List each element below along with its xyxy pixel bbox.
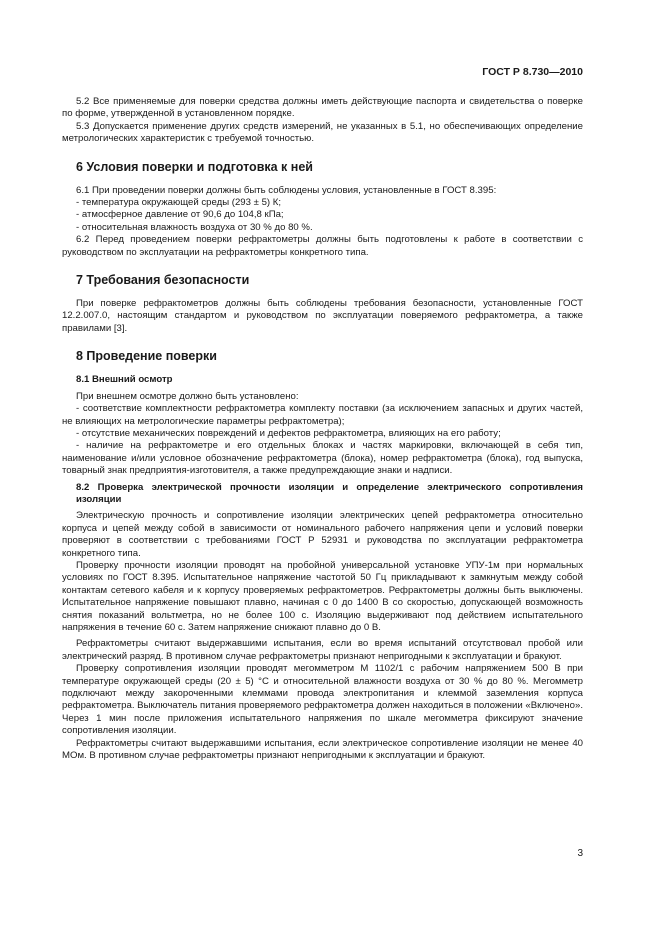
paragraph-8-2: Проверку прочности изоляции проводят на пробойной универсальной установке УПУ-1м при нормальных условиях по ГОСТ 8.395. Испытательное напряжение частотой 50 Гц прикладывают к замкнутым между собой контактам сетевого кабеля и к корпусу проверяемых рефрактометров. Рефрактометры должны быть выключены. Испытательное напряжение повышают плавно, начиная с 0 до 1400 В со скоростью, допускающей возможность снятия показаний вольтметра, но не более 100 с. Изоляцию выдерживают под действием испытательного напряжения в течение 60 с. Затем напряжение снижают плавно до 0 В. <box>62 559 583 633</box>
paragraph-8-2: Рефрактометры считают выдержавшими испытания, если во время испытаний отсутствовал пробой или электрический разряд. В противном случае рефрактометры признают непригодными к эксплуатации и бракуют. <box>62 638 583 662</box>
paragraph-8-2: Проверку сопротивления изоляции проводят мегомметром М 1102/1 с рабочим напряжением 500 В при температуре окружающей среды (20 ± 5) °С и относительной влажности воздуха от 30 % до 80 %. Мегомметр подключают между закороченными клеммами провода электропитания и клеммой заземления корпуса рефрактометра. Выключатель питания проверяемого рефрактометра должен находиться в положении «Включено». Через 1 мин после приложения испытательного напряжения по шкале мегомметра фиксируют значение сопротивления изоляции. <box>62 663 583 737</box>
page-number: 3 <box>577 848 583 859</box>
list-item: - относительная влажность воздуха от 30 % до 80 %. <box>76 221 313 233</box>
section-7-title: 7 Требования безопасности <box>76 273 250 288</box>
subsection-8-1-title: 8.1 Внешний осмотр <box>76 374 173 386</box>
paragraph-8-2: Электрическую прочность и сопротивление изоляции электрических цепей рефрактометра относительно корпуса и цепей между собой в зависимости от номинального рабочего напряжения цепи и условий поверки проверяют в соответствии с требованиями ГОСТ Р 52931 и руководства по эксплуатации рефрактометра конкретного типа. <box>62 510 583 559</box>
list-item: - атмосферное давление от 90,6 до 104,8 кПа; <box>76 209 284 221</box>
list-item: - отсутствие механических повреждений и дефектов рефрактометра, влияющих на его работу; <box>76 427 501 439</box>
paragraph-5-3: 5.3 Допускается применение других средств измерений, не указанных в 5.1, но обеспечивающих определение метрологических характеристик с требуемой точностью. <box>62 120 583 145</box>
section-8-title: 8 Проведение поверки <box>76 349 217 364</box>
list-item: - соответствие комплектности рефрактометра комплекту поставки (за исключением запасных и других частей, не влияющих на метрологические параметры рефрактометра); <box>62 403 583 427</box>
document-code: ГОСТ Р 8.730—2010 <box>482 66 583 78</box>
paragraph-8-1-intro: При внешнем осмотре должно быть установлено: <box>76 390 299 402</box>
paragraph-6-2: 6.2 Перед проведением поверки рефрактометры должны быть подготовлены к работе в соответствии с руководством по эксплуатации на рефрактометры конкретного типа. <box>62 234 583 258</box>
paragraph-6-1: 6.1 При проведении поверки должны быть соблюдены условия, установленные в ГОСТ 8.395: <box>76 184 497 196</box>
list-item: - температура окружающей среды (293 ± 5) К; <box>76 197 282 209</box>
section-6-title: 6 Условия поверки и подготовка к ней <box>76 159 313 174</box>
paragraph-7: При поверке рефрактометров должны быть соблюдены требования безопасности, установленные ГОСТ 12.2.007.0, настоящим стандартом и руководством по эксплуатации поверяемого рефрактометра, а также правилами [3]. <box>62 298 583 334</box>
document-body <box>62 96 583 762</box>
subsection-8-2-title: 8.2 Проверка электрической прочности изоляции и определение электрического сопротивления изоляции <box>76 481 583 505</box>
list-item: - наличие на рефрактометре и его отдельных блоках и частях маркировки, включающей в себя тип, наименование и/или условное обозначение рефрактометра (блока), номер рефрактометра (блока), год выпуска, товарный знак предприятия-изготовителя, а также предупреждающие знаки и надписи. <box>62 440 583 477</box>
paragraph-8-2: Рефрактометры считают выдержавшими испытания, если электрическое сопротивление изоляции не менее 40 МОм. В противном случае рефрактометры признают непригодными к эксплуатации и бракуют. <box>62 737 583 762</box>
paragraph-5-2: 5.2 Все применяемые для поверки средства должны иметь действующие паспорта и свидетельства о поверке по форме, утвержденной в установленном порядке. <box>62 96 583 120</box>
